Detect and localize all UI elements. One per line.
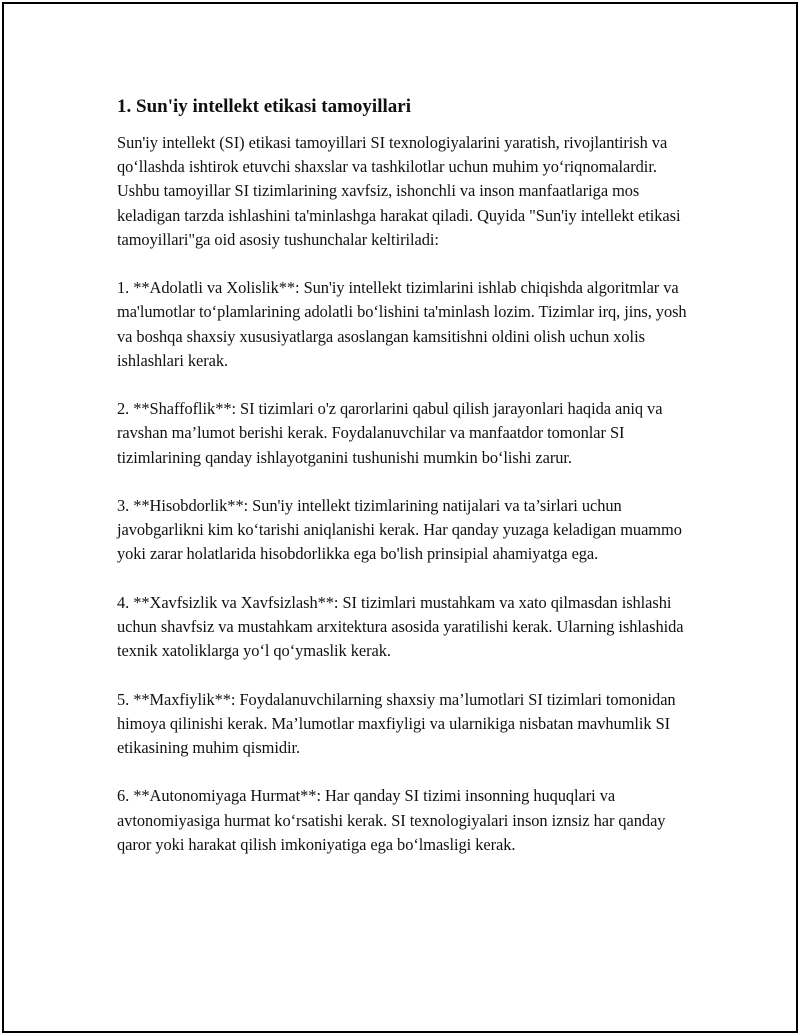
principle-paragraph: 1. **Adolatli va Xolislik**: Sun'iy intellekt tizimlarini ishlab chiqishda algoritmlar va ma'lumotlar to‘plamlarining adolatli bo‘lishini ta'minlash lozim. Tizimlar irq, jins, yosh va boshqa shaxsiy xususiyatlarga asoslangan kamsitishni oldini olish uchun xolis ishlashlari kerak. [117, 278, 687, 370]
intro-paragraph: Sun'iy intellekt (SI) etikasi tamoyillari SI texnologiyalarini yaratish, rivojlantirish va qo‘llashda ishtirok etuvchi shaxslar va tashkilotlar uchun muhim yo‘riqnomalardir. Ushbu tamoyillar SI tizimlarining xavfsiz, ishonchli va inson manfaatlariga mos keladigan tarzda ishlashini ta'minlashga harakat qiladi. Quyida "Sun'iy intellekt etikasi tamoyillari"ga oid asosiy tushunchalar keltiriladi: [117, 133, 681, 249]
principle-paragraph: 4. **Xavfsizlik va Xavfsizlash**: SI tizimlari mustahkam va xato qilmasdan ishlashi uchun shavfsiz va mustahkam arxitektura asosida yaratilishi kerak. Ularning ishlashida texnik xatoliklarga yo‘l qo‘ymaslik kerak. [117, 592, 684, 661]
principle-paragraph: 2. **Shaffoflik**: SI tizimlari o'z qarorlarini qabul qilish jarayonlari haqida aniq va ravshan ma’lumot berishi kerak. Foydalanuvchilar va manfaatdor tomonlar SI tizimlarining qanday ishlayotganini tushunishi mumkin bo‘lishi zarur. [117, 399, 663, 467]
document-body [117, 95, 697, 881]
document-title: 1. Sun'iy intellekt etikasi tamoyillari [117, 96, 411, 117]
principle-paragraph: 3. **Hisobdorlik**: Sun'iy intellekt tizimlarining natijalari va ta’sirlari uchun javobgarlikni kim ko‘tarishi aniqlanishi kerak. Har qanday yuzaga keladigan muammo yoki zarar holatlarida hisobdorlikka ega bo'lish prinsipial ahamiyatga ega. [117, 496, 682, 564]
principle-paragraph: 5. **Maxfiylik**: Foydalanuvchilarning shaxsiy ma’lumotlari SI tizimlari tomonidan himoya qilinishi kerak. Ma’lumotlar maxfiyligi va ularnikiga nisbatan mavhumlik SI etikasining muhim qismidir. [117, 689, 676, 757]
principle-paragraph: 6. **Autonomiyaga Hurmat**: Har qanday SI tizimi insonning huquqlari va avtonomiyasiga hurmat ko‘rsatishi kerak. SI texnologiyalari inson iznsiz har qanday qaror yoki harakat qilish imkoniyatiga ega bo‘lmasligi kerak. [117, 786, 666, 854]
